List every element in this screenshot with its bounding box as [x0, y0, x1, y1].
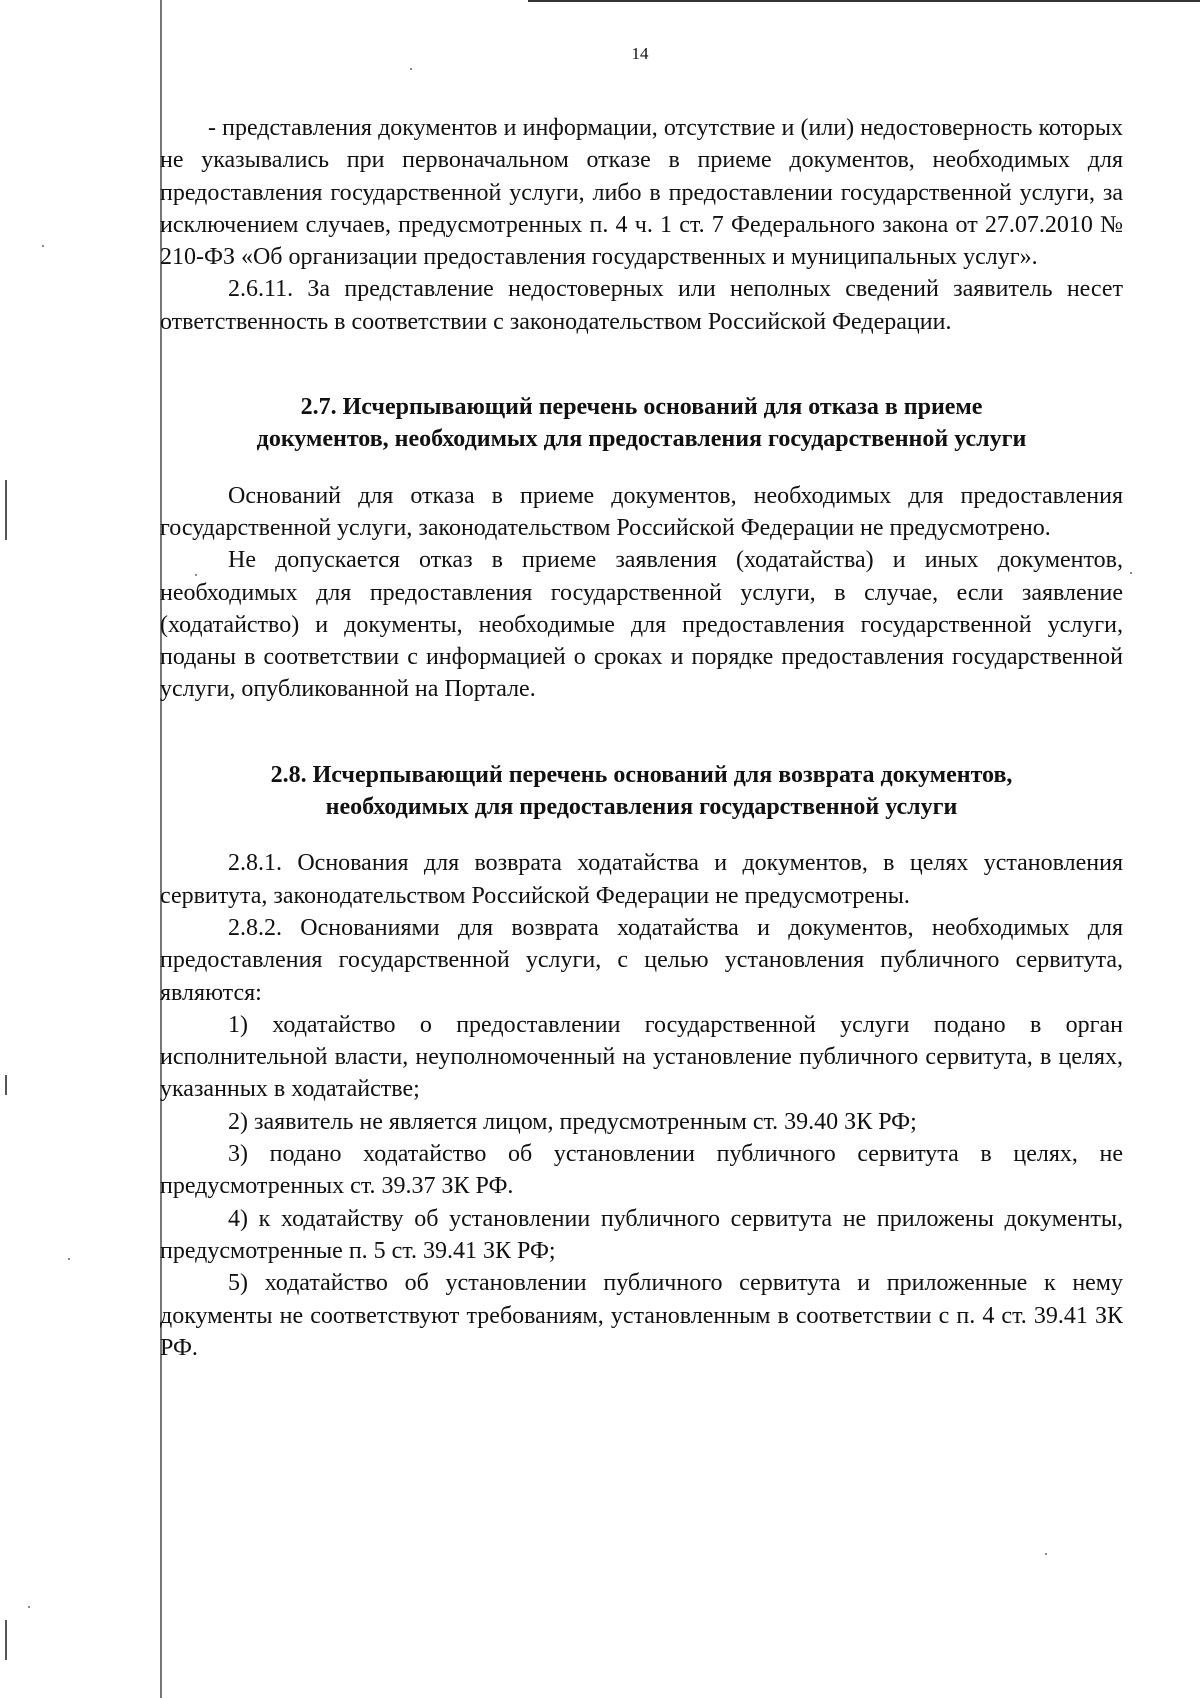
paragraph: Оснований для отказа в приеме документов, необходимых для предоставления государственной услуги, законодательством Российской Федерации не предусмотрено. — [160, 482, 1123, 541]
list-item: 1) ходатайство о предоставлении государственной услуги подано в орган исполнительной власти, неуполномоченный на установление публичного сервитута, в целях, указанных в ходатайстве; — [160, 1011, 1123, 1103]
heading-line: документов, необходимых для предоставления государственной услуги — [256, 426, 1027, 453]
scan-speck — [1130, 572, 1132, 574]
scan-speck — [28, 1606, 30, 1608]
heading-line: 2.7. Исчерпывающий перечень оснований для отказа в приеме — [300, 394, 983, 421]
scan-speck — [1045, 1553, 1047, 1555]
scan-speck — [42, 245, 44, 247]
list-item: 3) подано ходатайство об установлении публичного сервитута в целях, не предусмотренных ст. 39.37 ЗК РФ. — [160, 1141, 1123, 1200]
top-edge-line — [528, 0, 1200, 2]
list-item: 5) ходатайство об установлении публичного сервитута и приложенные к нему документы не соответствуют требованиям, установленным в соответствии с п. 4 ст. 39.41 ЗК РФ. — [160, 1270, 1123, 1361]
left-edge-mark — [5, 480, 7, 540]
document-body — [160, 112, 1123, 1364]
list-item: 2) заявитель не является лицом, предусмотренным ст. 39.40 ЗК РФ; — [228, 1108, 917, 1135]
section-heading — [160, 759, 1123, 824]
section-heading — [160, 391, 1123, 456]
paragraph: 2.8.2. Основаниями для возврата ходатайства и документов, необходимых для предоставления государственной услуги, с целью установления публичного сервитута, являются: — [160, 914, 1123, 1006]
left-edge-mark — [5, 1075, 7, 1095]
heading-line: необходимых для предоставления государственной услуги — [325, 794, 958, 821]
paragraph: 2.8.1. Основания для возврата ходатайства и документов, в целях установления сервитута, законодательством Российской Федерации не предусмотрены. — [160, 850, 1123, 909]
paragraph: Не допускается отказ в приеме заявления (ходатайства) и иных документов, необходимых для предоставления государственной услуги, в случае, если заявление (ходатайство) и документы, необходимые для предоставления государственной услуги, поданы в соответствии с информацией о сроках и порядке предоставления государственной услуги, опубликованной на Портале. — [160, 547, 1123, 703]
scan-speck — [68, 1258, 70, 1260]
heading-line: 2.8. Исчерпывающий перечень оснований для возврата документов, — [270, 761, 1013, 788]
scan-speck — [410, 68, 412, 70]
page-number: 14 — [631, 44, 649, 63]
left-edge-mark — [5, 1620, 7, 1660]
paragraph: 2.6.11. За представление недостоверных или неполных сведений заявитель несет ответственность в соответствии с законодательством Российской Федерации. — [160, 276, 1123, 335]
list-item: 4) к ходатайству об установлении публичного сервитута не приложены документы, предусмотренные п. 5 ст. 39.41 ЗК РФ; — [160, 1205, 1123, 1264]
paragraph: - представления документов и информации, отсутствие и (или) недостоверность которых не указывались при первоначальном отказе в приеме документов, необходимых для предоставления государственной услуги, либо в предоставлении государственной услуги, за исключением случаев, предусмотренных п. 4 ч. 1 ст. 7 Федерального закона от 27.07.2010 № 210-ФЗ «Об организации предоставления государственных и муниципальных услуг». — [160, 115, 1123, 271]
